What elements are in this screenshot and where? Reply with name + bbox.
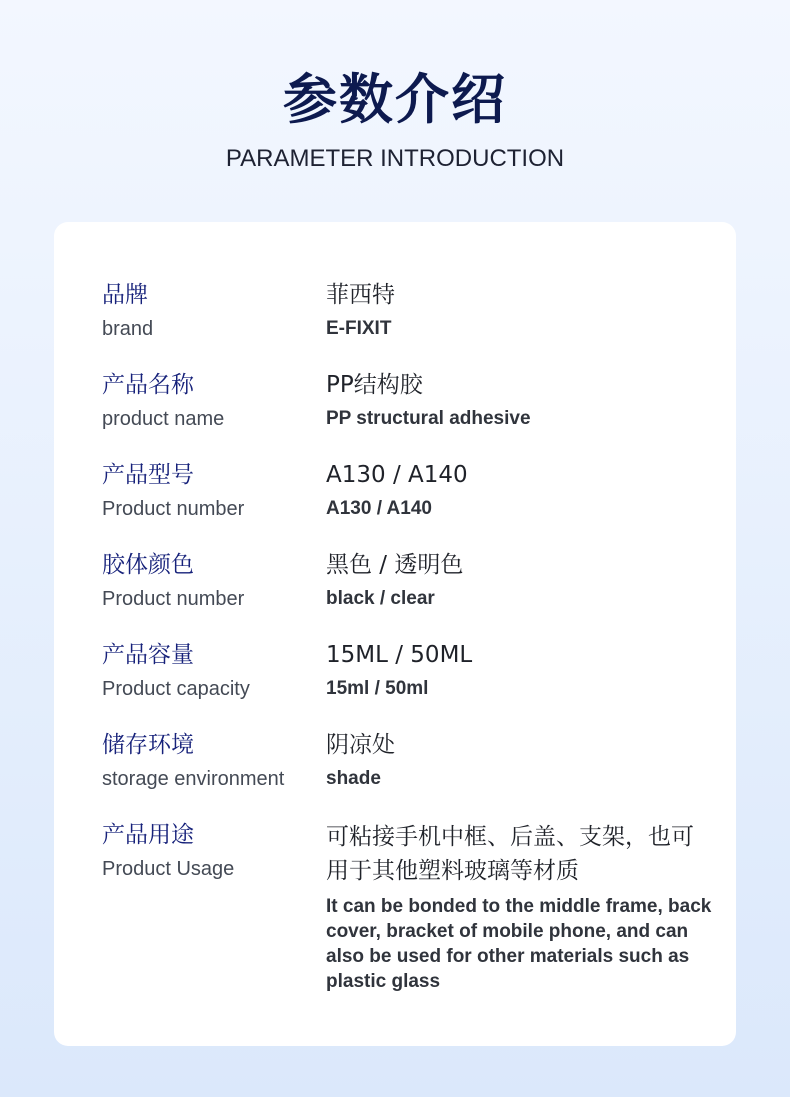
param-value-en: black / clear [326, 588, 435, 609]
param-value-en: E-FIXIT [326, 318, 392, 339]
param-value-cn: 15ML / 50ML [326, 642, 473, 668]
param-label-cn: 胶体颜色 [102, 552, 194, 578]
parameter-card [54, 222, 736, 1046]
page-subtitle: PARAMETER INTRODUCTION [225, 145, 565, 172]
param-label-cn: 产品型号 [102, 462, 194, 488]
param-label-en: Product number [102, 498, 245, 520]
param-value-en: shade [326, 768, 381, 789]
param-label-en: Product number [102, 588, 245, 610]
param-label-en: storage environment [102, 768, 285, 790]
param-label-cn: 品牌 [102, 282, 148, 308]
param-value-cn: 菲西特 [326, 282, 395, 308]
param-label-cn: 产品容量 [102, 642, 194, 668]
param-label-en: Product Usage [102, 858, 235, 880]
param-value-en: It can be bonded to the middle frame, back cover, bracket of mobile phone, and can also be used for other materials such as plastic glass [326, 896, 712, 992]
param-label-en: Product capacity [102, 678, 250, 700]
param-label-cn: 储存环境 [102, 732, 194, 758]
param-value-cn: A130 / A140 [326, 462, 468, 488]
param-label-cn: 产品名称 [102, 372, 194, 398]
param-label-en: brand [102, 318, 154, 340]
param-value-cn: PP结构胶 [326, 372, 423, 398]
param-value-cn: 黑色 / 透明色 [326, 552, 464, 578]
param-value-cn: 可粘接手机中框、后盖、支架，也可用于其他塑料玻璃等材质 [326, 824, 694, 884]
param-label-en: product name [102, 408, 225, 430]
page-title: 参数介绍 [283, 68, 507, 131]
param-value-en: 15ml / 50ml [326, 678, 429, 699]
param-value-en: A130 / A140 [326, 498, 432, 519]
param-value-cn: 阴凉处 [326, 732, 395, 758]
param-value-en: PP structural adhesive [326, 408, 531, 429]
param-label-cn: 产品用途 [102, 822, 194, 848]
